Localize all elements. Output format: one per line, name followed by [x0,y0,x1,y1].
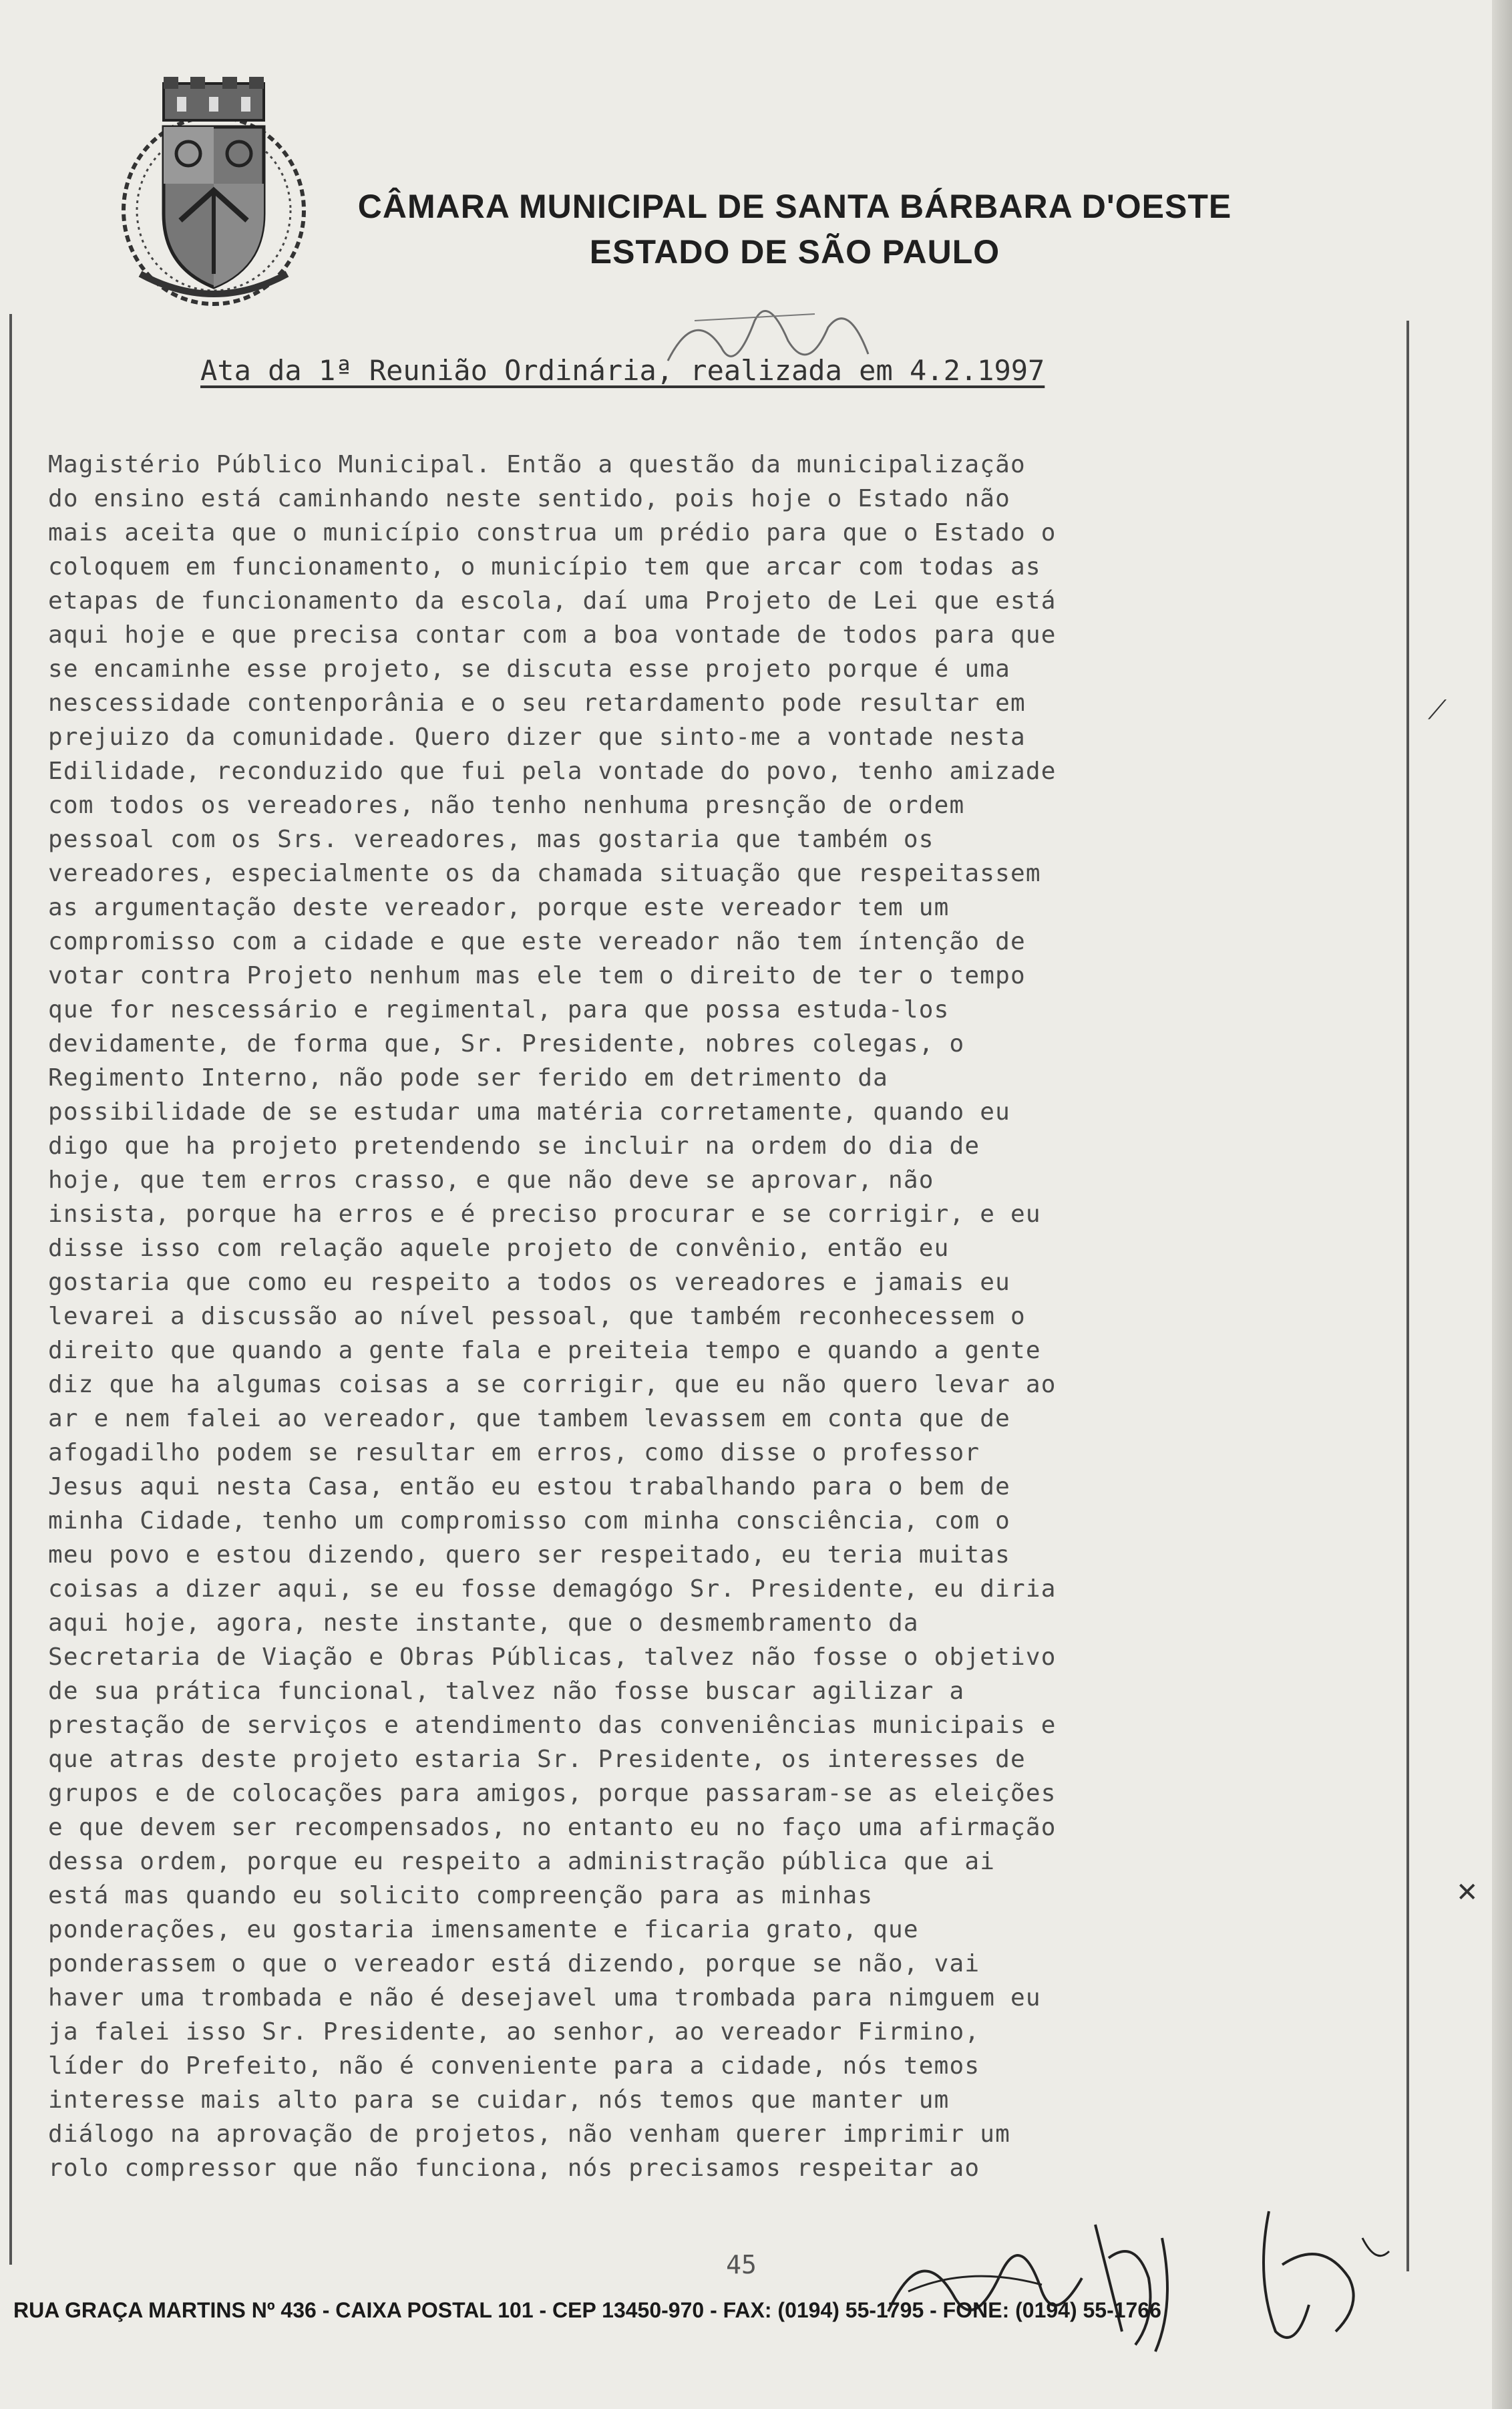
municipal-crest-icon [114,73,314,314]
body-line: nescessidade contenporânia e o seu retardamento pode resultar em [48,689,1026,717]
body-line: votar contra Projeto nenhum mas ele tem o direito de ter o tempo [48,962,1026,989]
signatures-icon [868,2198,1416,2358]
body-line: haver uma trombada e não é desejavel uma trombada para nimguem eu [48,1984,1041,2012]
body-line: insista, porque ha erros e é preciso procurar e se corrigir, e eu [48,1200,1041,1228]
body-line: ponderações, eu gostaria imensamente e ficaria grato, que [48,1916,919,1943]
body-line: ja falei isso Sr. Presidente, ao senhor, ao vereador Firmino, [48,2018,980,2046]
body-line: e que devem ser recompensados, no entanto eu no faço uma afirmação [48,1814,1057,1841]
body-line: que atras deste projeto estaria Sr. Presidente, os interesses de [48,1746,1026,1773]
body-line: pessoal com os Srs. vereadores, mas gostaria que também os [48,826,934,853]
body-line: gostaria que como eu respeito a todos os vereadores e jamais eu [48,1269,1011,1296]
body-line: compromisso com a cidade e que este vereador não tem íntenção de [48,928,1026,955]
minutes-title: Ata da 1ª Reunião Ordinária, realizada em 4.2.1997 [200,354,1045,387]
body-line: minha Cidade, tenho um compromisso com minha consciência, com o [48,1507,1011,1535]
body-line: meu povo e estou dizendo, quero ser respeitado, eu teria muitas [48,1541,1011,1569]
body-line: aqui hoje e que precisa contar com a boa vontade de todos para que [48,621,1057,649]
body-line: ponderassem o que o vereador está dizendo, porque se não, vai [48,1950,980,1977]
body-line: está mas quando eu solicito compreenção para as minhas [48,1882,874,1909]
body-line: vereadores, especialmente os da chamada situação que respeitassem [48,860,1041,887]
body-line: Jesus aqui nesta Casa, então eu estou trabalhando para o bem de [48,1473,1011,1500]
body-line: mais aceita que o município construa um prédio para que o Estado o [48,519,1057,546]
body-line: Magistério Público Municipal. Então a questão da municipalização [48,451,1026,478]
institution-name: CÂMARA MUNICIPAL DE SANTA BÁRBARA D'OESTE [357,188,1232,225]
body-line: levarei a discussão ao nível pessoal, que também reconhecessem o [48,1303,1026,1330]
body-line: Secretaria de Viação e Obras Públicas, talvez não fosse o objetivo [48,1643,1057,1671]
page-number: 45 [726,2250,757,2279]
body-line: diálogo na aprovação de projetos, não venham querer imprimir um [48,2120,1011,2148]
body-line: afogadilho podem se resultar em erros, como disse o professor [48,1439,980,1466]
body-line: disse isso com relação aquele projeto de convênio, então eu [48,1235,950,1262]
body-line: devidamente, de forma que, Sr. Presidente, nobres colegas, o [48,1030,965,1058]
body-line: grupos e de colocações para amigos, porque passaram-se as eleições [48,1780,1057,1807]
letterhead [347,187,1242,271]
body-line: rolo compressor que não funciona, nós precisamos respeitar ao [48,2154,980,2182]
footer-address: RUA GRAÇA MARTINS Nº 436 - CAIXA POSTAL 101 - CEP 13450-970 - FAX: (0194) 55-1795 - FONE: (0194) 55-1766 [13,2298,1161,2322]
body-line: se encaminhe esse projeto, se discuta esse projeto porque é uma [48,655,1011,683]
body-line: que for nescessário e regimental, para que possa estuda-los [48,996,950,1023]
margin-cross-icon: ✕ [1456,1877,1479,1908]
body-line: etapas de funcionamento da escola, daí uma Projeto de Lei que está [48,587,1057,615]
left-margin-rule [9,314,12,2265]
body-line: diz que ha algumas coisas a se corrigir, que eu não quero levar ao [48,1371,1057,1398]
body-line: prestação de serviços e atendimento das conveniências municipais e [48,1712,1057,1739]
margin-tick-icon: ⟋ [1428,695,1447,726]
body-line: aqui hoje, agora, neste instante, que o desmembramento da [48,1609,919,1637]
body-line: direito que quando a gente fala e preiteia tempo e quando a gente [48,1337,1041,1364]
body-line: Regimento Interno, não pode ser ferido em detrimento da [48,1064,889,1092]
state-name: ESTADO DE SÃO PAULO [589,233,1000,271]
body-line: coloquem em funcionamento, o município tem que arcar com todas as [48,553,1041,581]
body-line: Edilidade, reconduzido que fui pela vontade do povo, tenho amizade [48,758,1057,785]
right-margin-rule [1406,321,1409,2271]
body-line: com todos os vereadores, não tenho nenhuma presnção de ordem [48,792,965,819]
body-line: de sua prática funcional, talvez não fosse buscar agilizar a [48,1677,965,1705]
body-line: do ensino está caminhando neste sentido, pois hoje o Estado não [48,485,1011,512]
body-line: dessa ordem, porque eu respeito a administração pública que ai [48,1848,996,1875]
body-line: ar e nem falei ao vereador, que tambem levassem em conta que de [48,1405,1011,1432]
body-line: possibilidade de se estudar uma matéria corretamente, quando eu [48,1098,1011,1126]
body-line: prejuizo da comunidade. Quero dizer que sinto-me a vontade nesta [48,724,1026,751]
body-line: líder do Prefeito, não é conveniente para a cidade, nós temos [48,2052,980,2080]
page-edge [1492,0,1512,2409]
body-line: hoje, que tem erros crasso, e que não deve se aprovar, não [48,1166,934,1194]
body-line: digo que ha projeto pretendendo se incluir na ordem do dia de [48,1132,980,1160]
body-line: interesse mais alto para se cuidar, nós temos que manter um [48,2086,950,2114]
body-line: coisas a dizer aqui, se eu fosse demagógo Sr. Presidente, eu diria [48,1575,1057,1603]
body-line: as argumentação deste vereador, porque este vereador tem um [48,894,950,921]
minutes-body [48,448,1377,2185]
